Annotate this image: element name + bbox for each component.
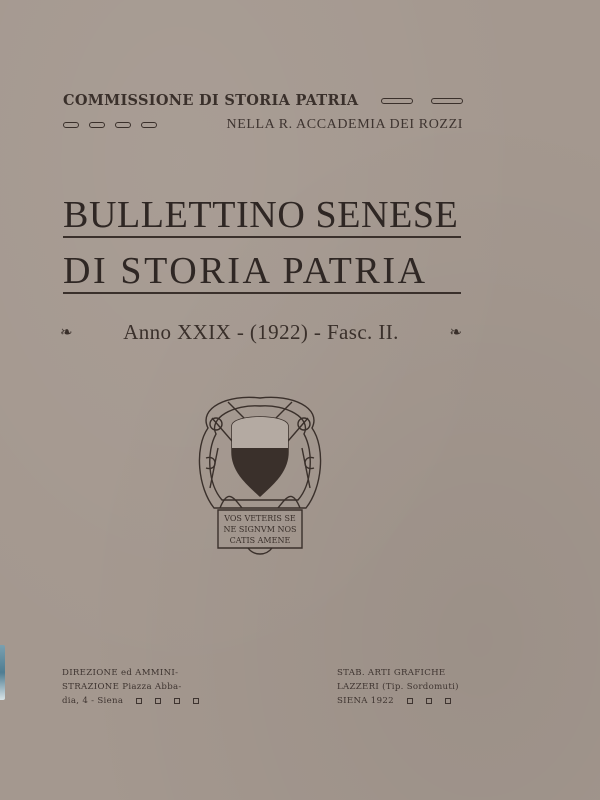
fleuron-icon: ❧ bbox=[449, 325, 462, 341]
bar-ornament-icon bbox=[141, 122, 157, 128]
printer-line-2: LAZZERI (Tip. Sordomuti) bbox=[337, 682, 459, 692]
commission-header bbox=[63, 92, 463, 109]
address-line-3-wrap bbox=[62, 694, 199, 708]
title-rule bbox=[63, 236, 461, 238]
title-rule bbox=[63, 292, 461, 294]
printer-info bbox=[337, 666, 459, 708]
address-line-1: DIREZIONE ed AMMINI- bbox=[62, 668, 179, 678]
issue-text: Anno XXIX - (1922) - Fasc. II. bbox=[123, 320, 399, 344]
address-line-3: dia, 4 - Siena bbox=[62, 696, 124, 706]
square-ornament-icon bbox=[426, 698, 432, 704]
ornament-bars bbox=[381, 98, 463, 104]
title-line-2: DI STORIA PATRIA bbox=[63, 250, 428, 292]
issue-line bbox=[60, 320, 462, 345]
square-ornament-icon bbox=[155, 698, 161, 704]
publisher-address bbox=[62, 666, 199, 708]
motto-line-3: CATIS AMENE bbox=[229, 536, 291, 545]
square-ornament-icon bbox=[445, 698, 451, 704]
square-ornament-icon bbox=[136, 698, 142, 704]
bar-ornament-icon bbox=[115, 122, 131, 128]
fleuron-icon: ❧ bbox=[60, 325, 73, 341]
siena-emblem bbox=[188, 388, 332, 558]
square-ornament-icon bbox=[407, 698, 413, 704]
commission-name: COMMISSIONE DI STORIA PATRIA bbox=[63, 92, 359, 109]
bar-ornament-icon bbox=[381, 98, 413, 104]
square-ornament-icon bbox=[193, 698, 199, 704]
balzana-shield-icon bbox=[188, 388, 332, 558]
bar-ornament-icon bbox=[431, 98, 463, 104]
ornament-bars bbox=[63, 122, 157, 128]
bar-ornament-icon bbox=[63, 122, 79, 128]
motto-line-1: VOS VETERIS SE bbox=[224, 514, 296, 523]
academy-name: NELLA R. ACCADEMIA DEI ROZZI bbox=[226, 117, 463, 132]
printer-line-1: STAB. ARTI GRAFICHE bbox=[337, 668, 446, 678]
academy-header bbox=[63, 117, 463, 133]
square-ornament-icon bbox=[174, 698, 180, 704]
printer-line-3: SIENA 1922 bbox=[337, 696, 394, 706]
bar-ornament-icon bbox=[89, 122, 105, 128]
printer-line-3-wrap bbox=[337, 694, 459, 708]
library-tag bbox=[0, 645, 5, 700]
title-line-1: BULLETTINO SENESE bbox=[63, 194, 459, 236]
address-line-2: STRAZIONE Piazza Abba- bbox=[62, 682, 182, 692]
motto-line-2: NE SIGNVM NOS bbox=[223, 525, 297, 534]
